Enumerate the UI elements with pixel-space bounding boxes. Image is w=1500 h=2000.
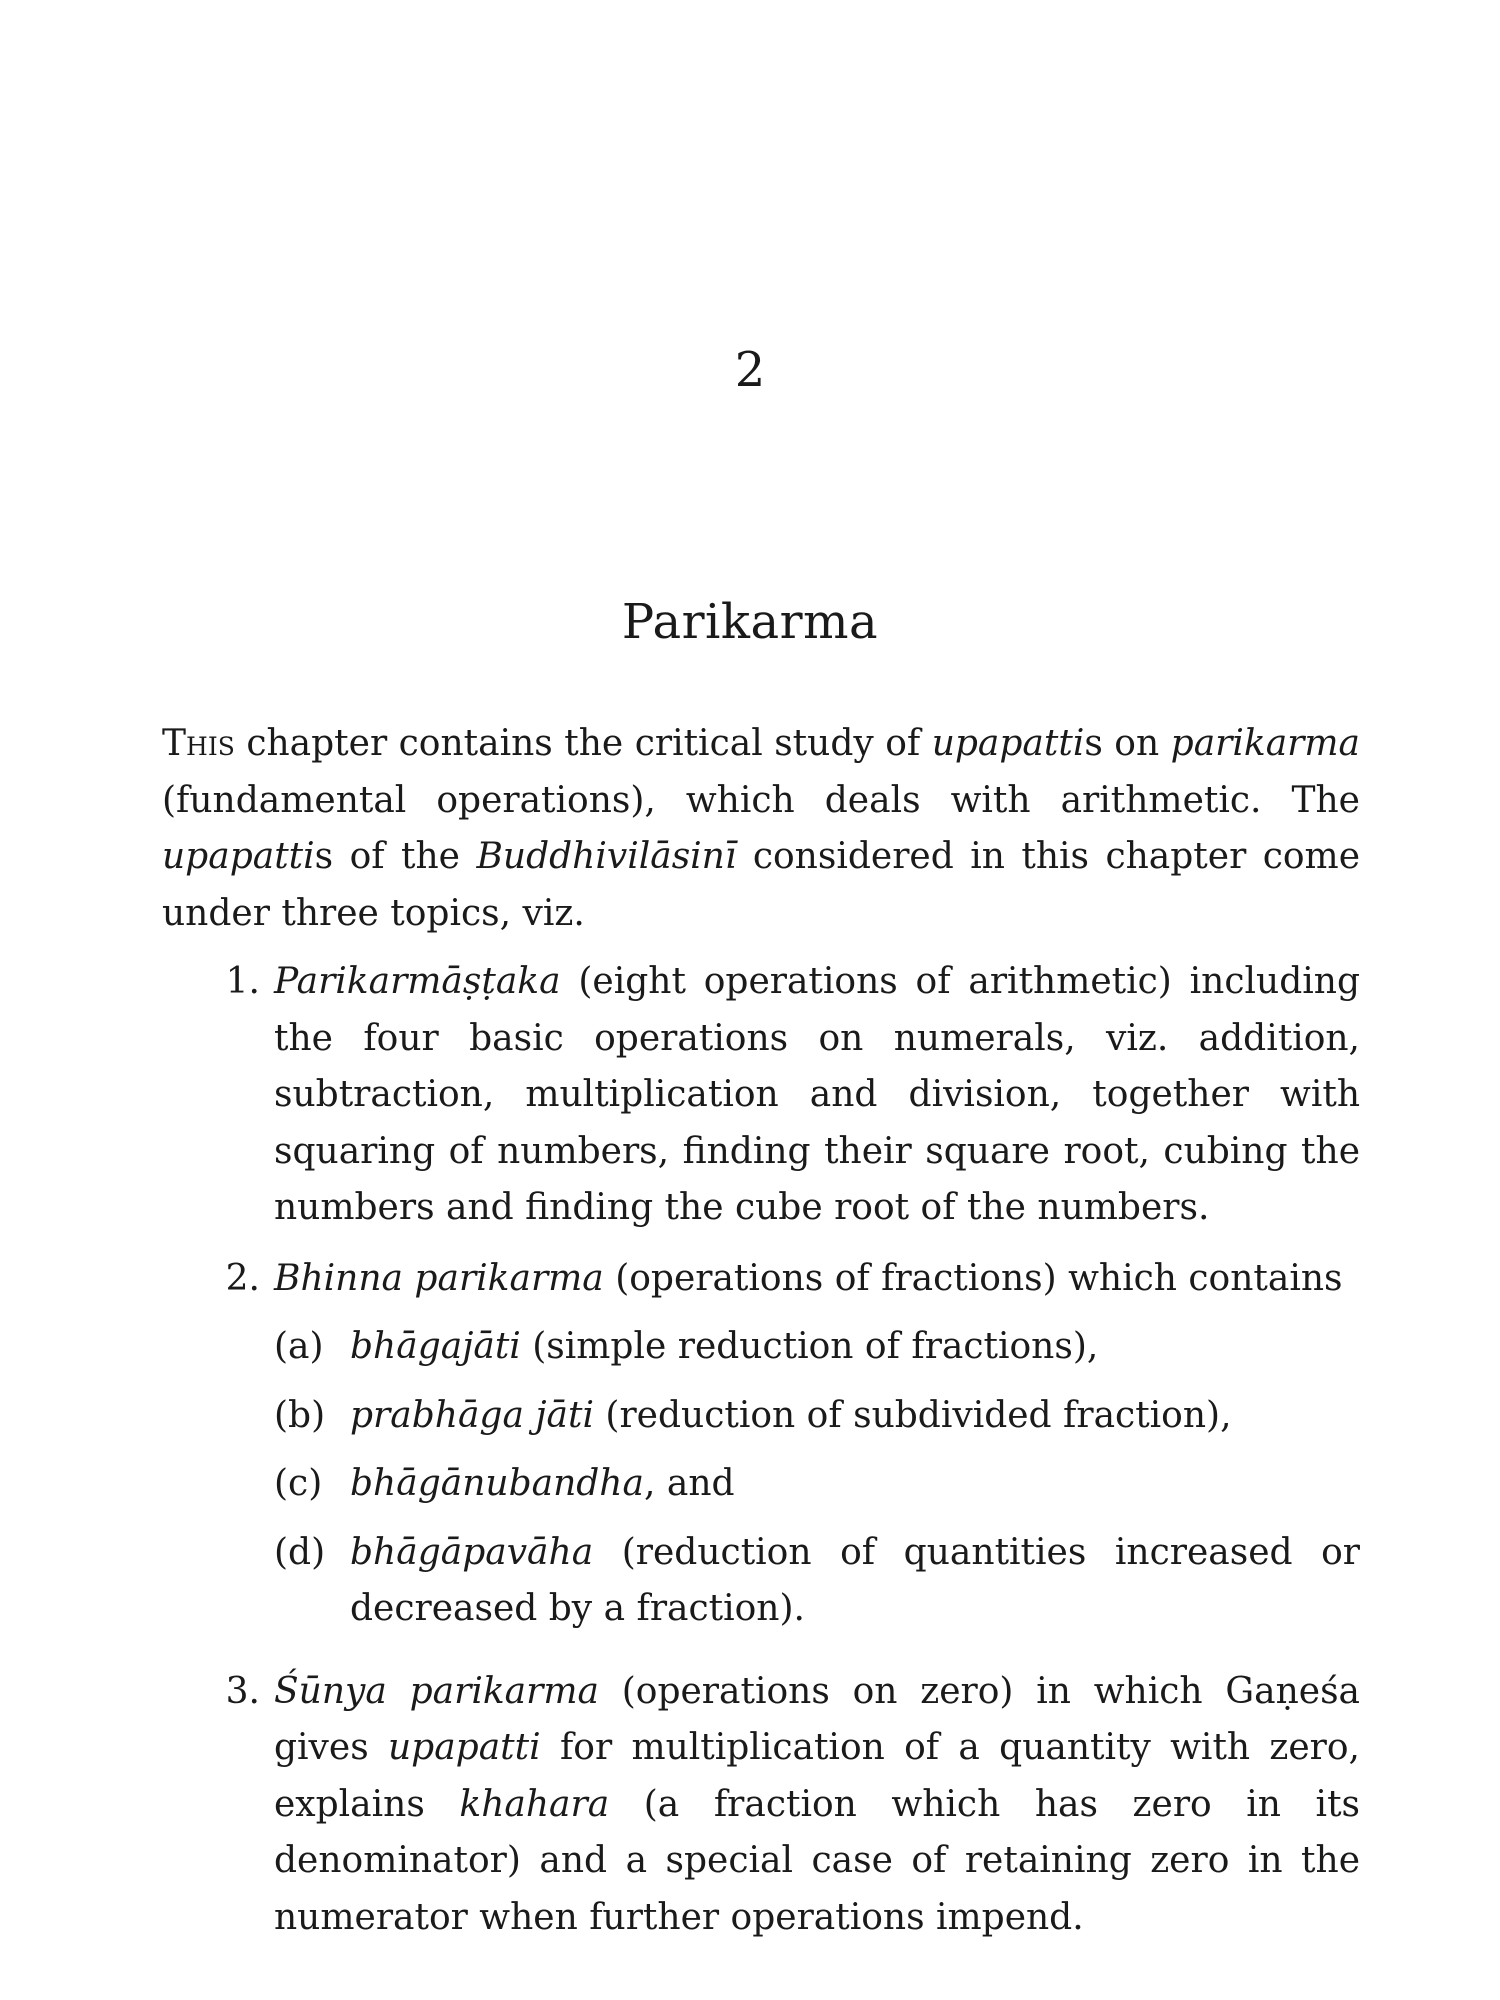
intro-text: s on xyxy=(1084,723,1171,764)
topic-item xyxy=(162,954,1360,1237)
subtopic-text xyxy=(350,1388,1360,1445)
subtopic-description: (reduction of subdivided fraction), xyxy=(593,1394,1232,1436)
topic-term: Bhinna parikarma xyxy=(274,1257,604,1299)
subtopic-description: (simple reduction of fractions), xyxy=(520,1326,1099,1367)
topic-description: (a fraction which has zero in its denominator) and a special case of retaining zero in the numerator when further operations impend. xyxy=(274,1783,1361,1938)
subtopic-list xyxy=(274,1319,1360,1638)
subtopic-term: bhāgānubandha xyxy=(350,1463,644,1504)
topic-body xyxy=(274,954,1360,1237)
topic-description: (operations on zero) in which Gaṇeśa gives xyxy=(274,1670,1361,1768)
subtopic-term: bhāgāpavāha xyxy=(350,1531,594,1573)
subtopic-letter: (a) xyxy=(274,1326,324,1367)
topic-description: for multiplication of a quantity with zero, explains xyxy=(274,1727,1360,1825)
intro-term: Buddhivilāsinī xyxy=(476,836,737,877)
topic-text xyxy=(274,954,1360,1237)
subtopic-letter: (c) xyxy=(274,1463,323,1504)
chapter-body xyxy=(162,716,1360,1960)
topic-number: 1. xyxy=(225,961,260,1002)
topic-term: upapatti xyxy=(387,1727,541,1768)
topic-item xyxy=(162,1664,1360,1947)
subtopic-text xyxy=(350,1319,1360,1376)
intro-term: parikarma xyxy=(1170,723,1360,764)
topic-term: khahara xyxy=(459,1783,610,1825)
subtopic-item xyxy=(274,1319,1360,1376)
topic-description: (eight operations of arithmetic) including the four basic operations on numerals, viz. addition, subtraction, multiplication and division, together with squaring of numbers, finding their square root, cubing the numbers and finding the cube root of the numbers. xyxy=(274,961,1360,1228)
topic-body xyxy=(274,1251,1360,1650)
chapter-title: Parikarma xyxy=(621,594,879,650)
topic-description: (operations of fractions) which contains xyxy=(603,1257,1343,1299)
subtopic-item xyxy=(274,1456,1360,1513)
topic-item xyxy=(162,1251,1360,1650)
subtopic-term: prabhāga jāti xyxy=(350,1394,594,1436)
intro-text: considered in this chapter come under three topics, viz. xyxy=(162,836,1360,934)
subtopic-text xyxy=(350,1456,1360,1513)
topic-text xyxy=(274,1251,1360,1308)
subtopic-term: bhāgajāti xyxy=(350,1326,521,1367)
topic-body xyxy=(274,1664,1360,1947)
topic-list xyxy=(162,954,1360,1946)
topic-number: 2. xyxy=(225,1257,260,1299)
intro-text: s of the xyxy=(314,836,477,877)
topic-term: Parikarmāṣṭaka xyxy=(274,961,561,1002)
subtopic-text xyxy=(350,1525,1360,1638)
intro-paragraph xyxy=(162,716,1360,942)
topic-term: Śūnya parikarma xyxy=(274,1670,599,1712)
subtopic-letter: (d) xyxy=(274,1531,326,1573)
intro-text: chapter contains the critical study of xyxy=(234,723,932,764)
intro-term: upapatti xyxy=(931,723,1085,764)
subtopic-item xyxy=(274,1525,1360,1638)
subtopic-letter: (b) xyxy=(274,1394,326,1436)
topic-text xyxy=(274,1664,1360,1947)
intro-text: (fundamental operations), which deals with arithmetic. The xyxy=(162,779,1360,821)
chapter-number: 2 xyxy=(734,342,766,398)
subtopic-description: (reduction of quantities increased or decreased by a fraction). xyxy=(350,1531,1360,1629)
subtopic-item xyxy=(274,1388,1360,1445)
intro-lead-smallcaps: This xyxy=(162,723,235,764)
subtopic-description: , and xyxy=(643,1463,735,1504)
topic-number: 3. xyxy=(225,1670,260,1712)
intro-term: upapatti xyxy=(162,836,315,877)
